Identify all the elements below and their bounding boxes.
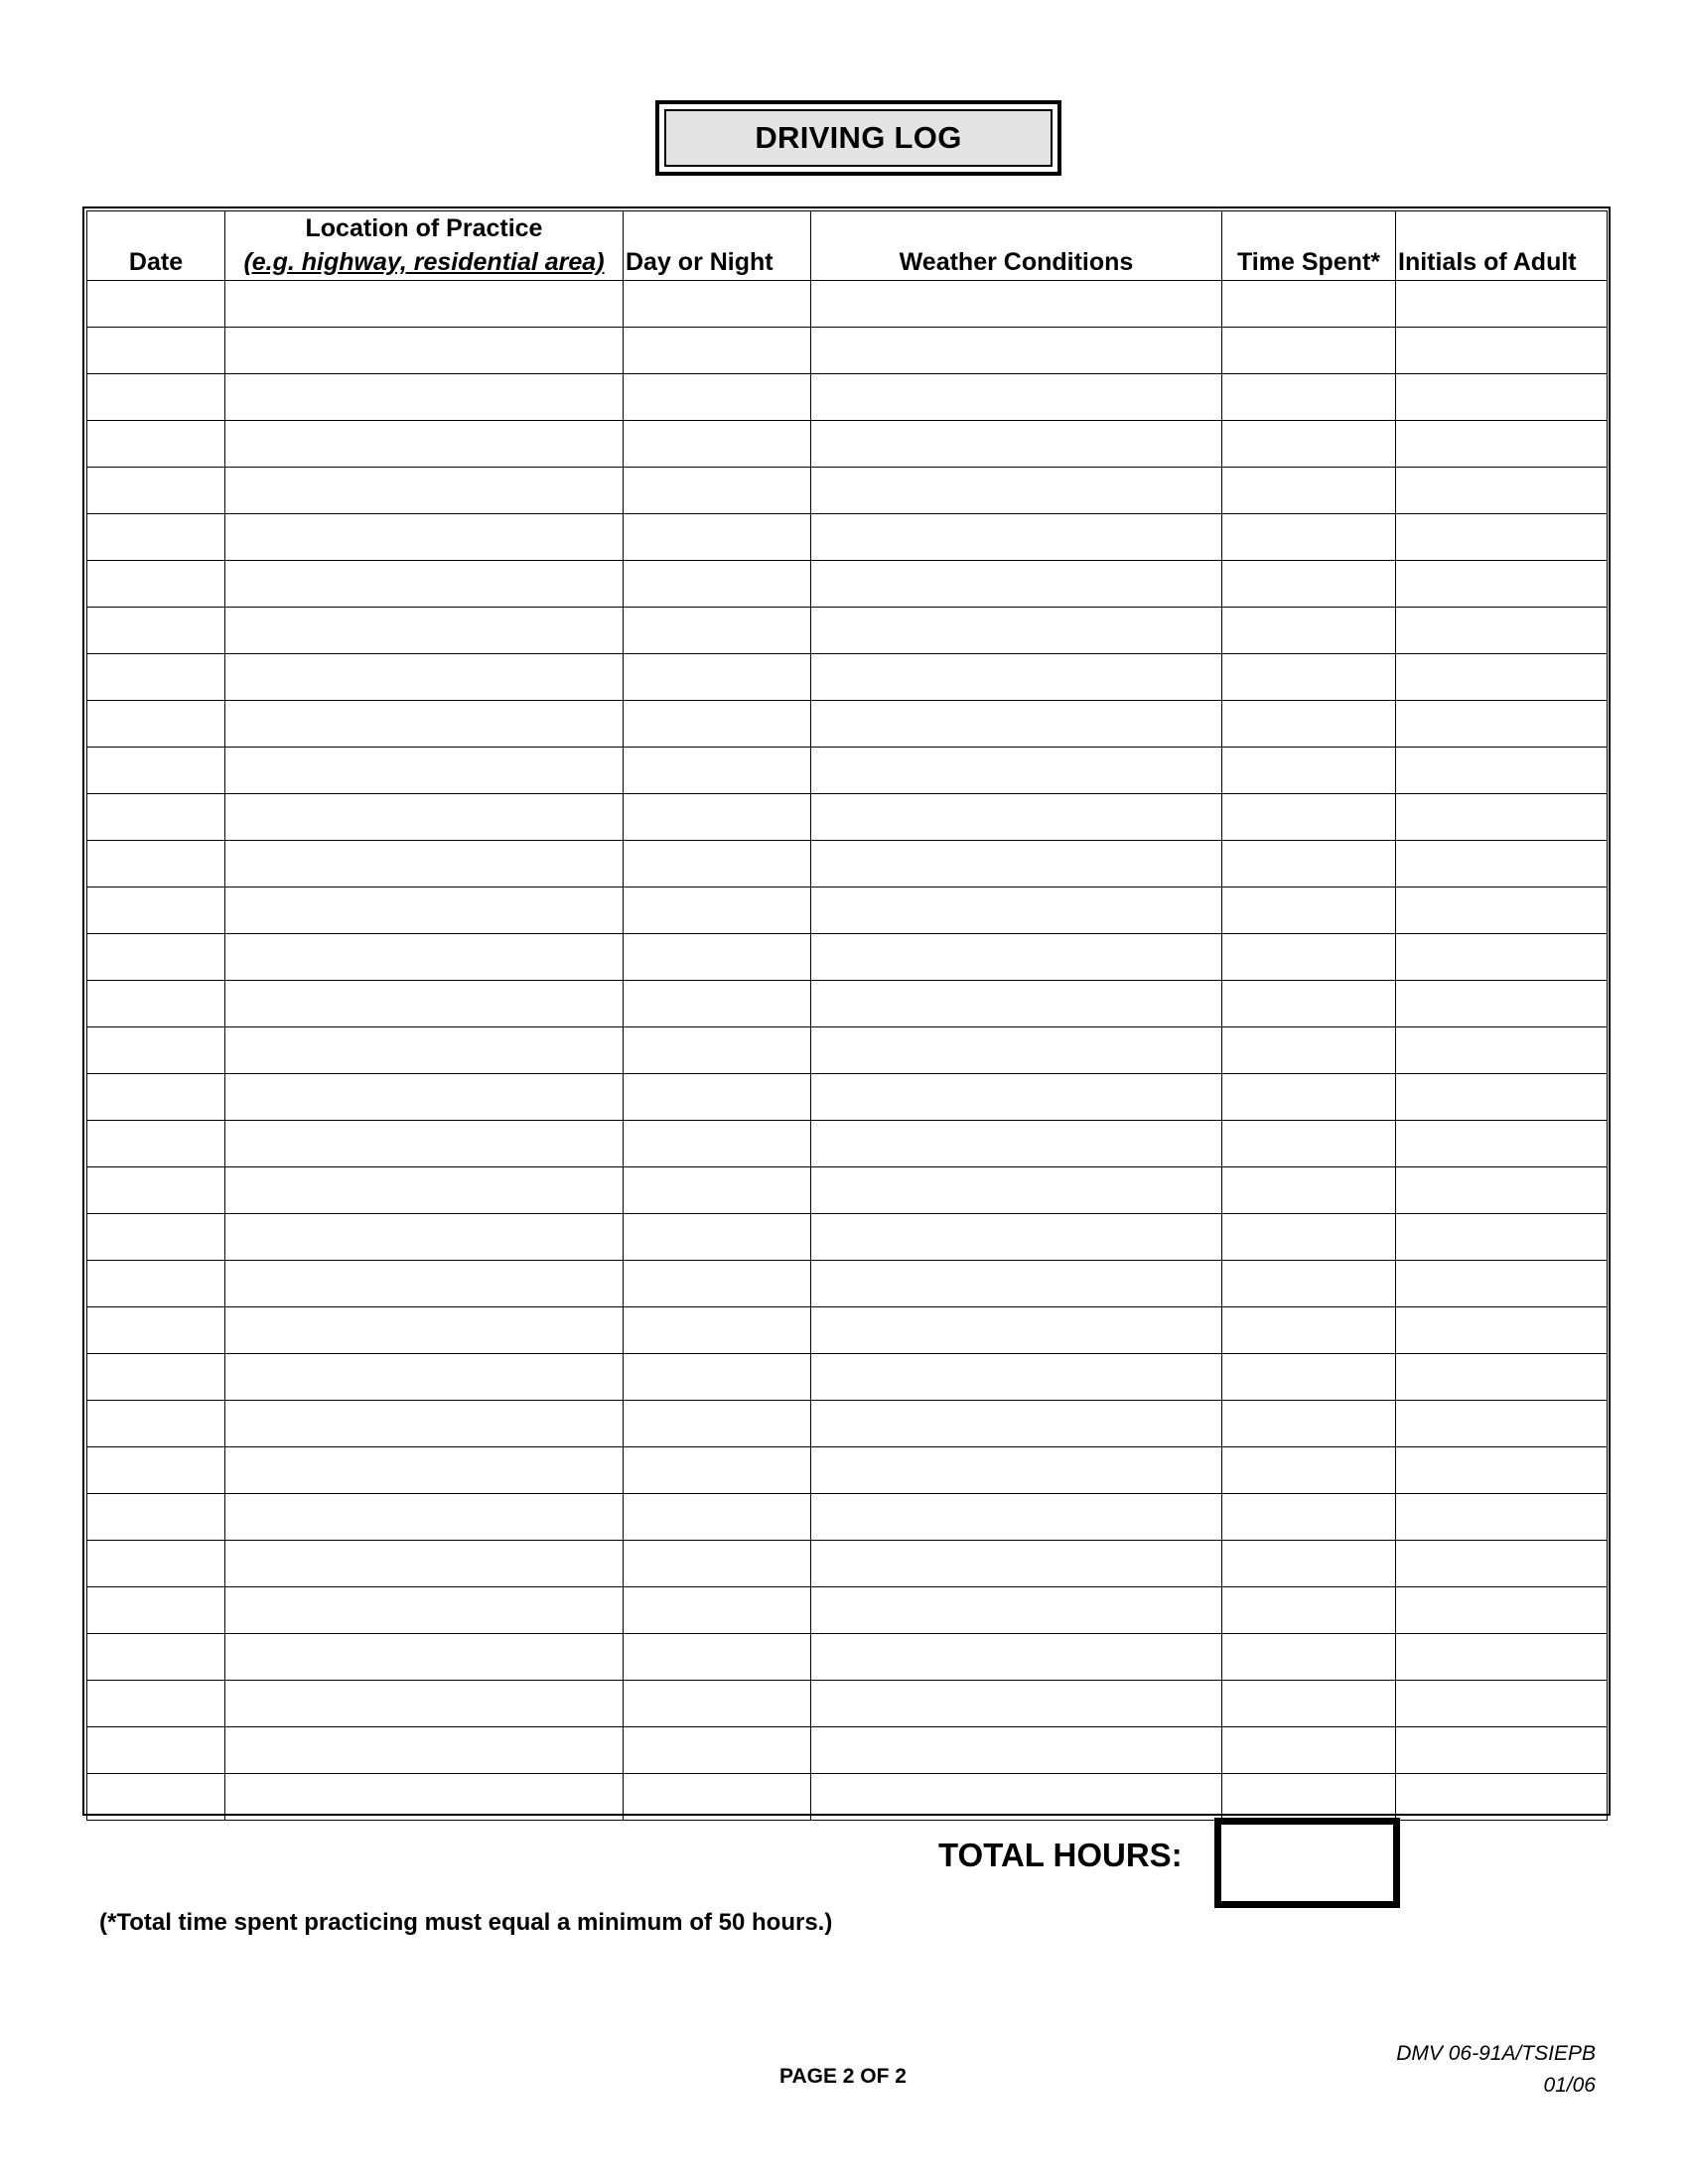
cell-date[interactable] xyxy=(87,794,225,841)
cell-initials[interactable] xyxy=(1396,1541,1608,1587)
cell-time-spent[interactable] xyxy=(1222,1681,1396,1727)
cell-weather[interactable] xyxy=(811,514,1222,561)
cell-time-spent[interactable] xyxy=(1222,1494,1396,1541)
cell-weather[interactable] xyxy=(811,328,1222,374)
cell-weather[interactable] xyxy=(811,887,1222,934)
cell-weather[interactable] xyxy=(811,1401,1222,1447)
cell-date[interactable] xyxy=(87,981,225,1027)
cell-location[interactable] xyxy=(225,1401,624,1447)
cell-date[interactable] xyxy=(87,374,225,421)
cell-time-spent[interactable] xyxy=(1222,561,1396,608)
table-row xyxy=(87,1634,1608,1681)
cell-initials[interactable] xyxy=(1396,1494,1608,1541)
cell-day-or-night[interactable] xyxy=(624,608,811,654)
cell-time-spent[interactable] xyxy=(1222,514,1396,561)
cell-initials[interactable] xyxy=(1396,1214,1608,1261)
table-row xyxy=(87,468,1608,514)
cell-location[interactable] xyxy=(225,841,624,887)
cell-initials[interactable] xyxy=(1396,1074,1608,1121)
log-body xyxy=(87,281,1608,1821)
cell-initials[interactable] xyxy=(1396,981,1608,1027)
cell-weather[interactable] xyxy=(811,1027,1222,1074)
column-header-time-spent xyxy=(1222,211,1396,281)
cell-weather[interactable] xyxy=(811,934,1222,981)
cell-day-or-night[interactable] xyxy=(624,1587,811,1634)
table-row xyxy=(87,794,1608,841)
cell-day-or-night[interactable] xyxy=(624,1727,811,1774)
table-row xyxy=(87,1307,1608,1354)
cell-initials[interactable] xyxy=(1396,328,1608,374)
cell-date[interactable] xyxy=(87,608,225,654)
cell-day-or-night[interactable] xyxy=(624,1261,811,1307)
cell-weather[interactable] xyxy=(811,281,1222,328)
cell-date[interactable] xyxy=(87,514,225,561)
cell-location[interactable] xyxy=(225,887,624,934)
column-sublabel: (e.g. highway, residential area) xyxy=(243,248,605,276)
column-header-day-or-night xyxy=(624,211,811,281)
cell-location[interactable] xyxy=(225,374,624,421)
cell-location[interactable] xyxy=(225,1167,624,1214)
cell-date[interactable] xyxy=(87,1447,225,1494)
cell-weather[interactable] xyxy=(811,1354,1222,1401)
cell-day-or-night[interactable] xyxy=(624,1401,811,1447)
cell-day-or-night[interactable] xyxy=(624,374,811,421)
table-row xyxy=(87,1074,1608,1121)
cell-weather[interactable] xyxy=(811,374,1222,421)
cell-date[interactable] xyxy=(87,1587,225,1634)
cell-location[interactable] xyxy=(225,794,624,841)
cell-date[interactable] xyxy=(87,561,225,608)
table-row xyxy=(87,1681,1608,1727)
cell-weather[interactable] xyxy=(811,421,1222,468)
cell-day-or-night[interactable] xyxy=(624,654,811,701)
cell-initials[interactable] xyxy=(1396,281,1608,328)
table-row xyxy=(87,1121,1608,1167)
cell-time-spent[interactable] xyxy=(1222,1307,1396,1354)
cell-time-spent[interactable] xyxy=(1222,468,1396,514)
table-row xyxy=(87,934,1608,981)
cell-day-or-night[interactable] xyxy=(624,794,811,841)
table-row xyxy=(87,981,1608,1027)
cell-day-or-night[interactable] xyxy=(624,561,811,608)
cell-location[interactable] xyxy=(225,654,624,701)
table-row xyxy=(87,1167,1608,1214)
cell-location[interactable] xyxy=(225,1214,624,1261)
cell-time-spent[interactable] xyxy=(1222,1634,1396,1681)
cell-weather[interactable] xyxy=(811,841,1222,887)
cell-location[interactable] xyxy=(225,514,624,561)
cell-time-spent[interactable] xyxy=(1222,1354,1396,1401)
cell-location[interactable] xyxy=(225,1307,624,1354)
table-row xyxy=(87,514,1608,561)
cell-location[interactable] xyxy=(225,1447,624,1494)
cell-initials[interactable] xyxy=(1396,374,1608,421)
cell-location[interactable] xyxy=(225,1587,624,1634)
cell-date[interactable] xyxy=(87,1354,225,1401)
cell-location[interactable] xyxy=(225,468,624,514)
cell-day-or-night[interactable] xyxy=(624,1027,811,1074)
column-label: Initials of Adult xyxy=(1398,248,1577,276)
table-row xyxy=(87,561,1608,608)
cell-time-spent[interactable] xyxy=(1222,748,1396,794)
cell-initials[interactable] xyxy=(1396,1401,1608,1447)
driving-log-table xyxy=(86,210,1608,1821)
cell-weather[interactable] xyxy=(811,1494,1222,1541)
cell-weather[interactable] xyxy=(811,701,1222,748)
cell-time-spent[interactable] xyxy=(1222,841,1396,887)
cell-initials[interactable] xyxy=(1396,1354,1608,1401)
cell-initials[interactable] xyxy=(1396,468,1608,514)
cell-location[interactable] xyxy=(225,934,624,981)
cell-location[interactable] xyxy=(225,1121,624,1167)
cell-location[interactable] xyxy=(225,608,624,654)
cell-date[interactable] xyxy=(87,841,225,887)
table-row xyxy=(87,1727,1608,1774)
cell-day-or-night[interactable] xyxy=(624,841,811,887)
cell-date[interactable] xyxy=(87,1727,225,1774)
cell-date[interactable] xyxy=(87,701,225,748)
form-identifier xyxy=(1396,2038,1596,2102)
cell-day-or-night[interactable] xyxy=(624,1167,811,1214)
cell-location[interactable] xyxy=(225,1354,624,1401)
column-label: Time Spent* xyxy=(1236,248,1381,276)
cell-time-spent[interactable] xyxy=(1222,1727,1396,1774)
cell-day-or-night[interactable] xyxy=(624,1354,811,1401)
cell-day-or-night[interactable] xyxy=(624,1541,811,1587)
cell-initials[interactable] xyxy=(1396,748,1608,794)
cell-time-spent[interactable] xyxy=(1222,1214,1396,1261)
cell-date[interactable] xyxy=(87,1027,225,1074)
cell-location[interactable] xyxy=(225,1261,624,1307)
cell-day-or-night[interactable] xyxy=(624,328,811,374)
cell-day-or-night[interactable] xyxy=(624,701,811,748)
cell-location[interactable] xyxy=(225,421,624,468)
cell-day-or-night[interactable] xyxy=(624,981,811,1027)
cell-initials[interactable] xyxy=(1396,608,1608,654)
table-row xyxy=(87,328,1608,374)
page-number: PAGE 2 OF 2 xyxy=(779,2065,907,2088)
table-row xyxy=(87,421,1608,468)
cell-date[interactable] xyxy=(87,934,225,981)
cell-day-or-night[interactable] xyxy=(624,1447,811,1494)
cell-weather[interactable] xyxy=(811,1074,1222,1121)
header-row xyxy=(87,211,1608,281)
cell-date[interactable] xyxy=(87,281,225,328)
cell-day-or-night[interactable] xyxy=(624,281,811,328)
cell-date[interactable] xyxy=(87,887,225,934)
column-label: Location of Practice xyxy=(305,214,543,242)
table-row xyxy=(87,1027,1608,1074)
cell-location[interactable] xyxy=(225,981,624,1027)
table-row xyxy=(87,1214,1608,1261)
table-row xyxy=(87,1401,1608,1447)
cell-location[interactable] xyxy=(225,701,624,748)
cell-weather[interactable] xyxy=(811,1681,1222,1727)
cell-location[interactable] xyxy=(225,1681,624,1727)
form-revision: 01/06 xyxy=(1543,2074,1596,2097)
cell-initials[interactable] xyxy=(1396,1774,1608,1821)
table-row xyxy=(87,701,1608,748)
cell-date[interactable] xyxy=(87,1774,225,1821)
cell-initials[interactable] xyxy=(1396,1167,1608,1214)
cell-time-spent[interactable] xyxy=(1222,1541,1396,1587)
cell-weather[interactable] xyxy=(811,1214,1222,1261)
cell-day-or-night[interactable] xyxy=(624,934,811,981)
column-label: Date xyxy=(128,248,184,276)
cell-initials[interactable] xyxy=(1396,1681,1608,1727)
cell-weather[interactable] xyxy=(811,1121,1222,1167)
column-header-location xyxy=(225,211,624,281)
cell-weather[interactable] xyxy=(811,654,1222,701)
table-row xyxy=(87,887,1608,934)
cell-weather[interactable] xyxy=(811,1447,1222,1494)
cell-date[interactable] xyxy=(87,748,225,794)
cell-weather[interactable] xyxy=(811,1167,1222,1214)
cell-initials[interactable] xyxy=(1396,654,1608,701)
cell-date[interactable] xyxy=(87,1541,225,1587)
table-row xyxy=(87,281,1608,328)
cell-time-spent[interactable] xyxy=(1222,328,1396,374)
total-hours-label: TOTAL HOURS: xyxy=(938,1837,1183,1873)
cell-time-spent[interactable] xyxy=(1222,1261,1396,1307)
cell-day-or-night[interactable] xyxy=(624,1214,811,1261)
cell-day-or-night[interactable] xyxy=(624,1074,811,1121)
cell-weather[interactable] xyxy=(811,981,1222,1027)
cell-time-spent[interactable] xyxy=(1222,1121,1396,1167)
table-row xyxy=(87,1587,1608,1634)
table-row xyxy=(87,1354,1608,1401)
cell-location[interactable] xyxy=(225,328,624,374)
table-row xyxy=(87,1447,1608,1494)
cell-initials[interactable] xyxy=(1396,1027,1608,1074)
cell-day-or-night[interactable] xyxy=(624,421,811,468)
total-hours-field[interactable] xyxy=(1214,1818,1400,1908)
cell-day-or-night[interactable] xyxy=(624,468,811,514)
cell-date[interactable] xyxy=(87,1494,225,1541)
table-row xyxy=(87,374,1608,421)
cell-initials[interactable] xyxy=(1396,1261,1608,1307)
cell-time-spent[interactable] xyxy=(1222,281,1396,328)
cell-date[interactable] xyxy=(87,1121,225,1167)
cell-day-or-night[interactable] xyxy=(624,514,811,561)
cell-time-spent[interactable] xyxy=(1222,1587,1396,1634)
cell-time-spent[interactable] xyxy=(1222,1774,1396,1821)
title-box xyxy=(655,100,1061,176)
cell-location[interactable] xyxy=(225,1027,624,1074)
cell-weather[interactable] xyxy=(811,1587,1222,1634)
cell-weather[interactable] xyxy=(811,1634,1222,1681)
cell-time-spent[interactable] xyxy=(1222,1074,1396,1121)
cell-time-spent[interactable] xyxy=(1222,794,1396,841)
cell-weather[interactable] xyxy=(811,1261,1222,1307)
column-header-initials xyxy=(1396,211,1608,281)
column-header-weather xyxy=(811,211,1222,281)
cell-weather[interactable] xyxy=(811,794,1222,841)
cell-location[interactable] xyxy=(225,561,624,608)
column-label: Day or Night xyxy=(626,248,774,276)
cell-initials[interactable] xyxy=(1396,841,1608,887)
cell-date[interactable] xyxy=(87,654,225,701)
cell-date[interactable] xyxy=(87,1401,225,1447)
cell-location[interactable] xyxy=(225,1634,624,1681)
cell-date[interactable] xyxy=(87,1074,225,1121)
table-row xyxy=(87,1261,1608,1307)
cell-date[interactable] xyxy=(87,328,225,374)
cell-time-spent[interactable] xyxy=(1222,701,1396,748)
cell-weather[interactable] xyxy=(811,748,1222,794)
cell-location[interactable] xyxy=(225,1774,624,1821)
cell-time-spent[interactable] xyxy=(1222,1167,1396,1214)
cell-weather[interactable] xyxy=(811,1727,1222,1774)
cell-location[interactable] xyxy=(225,748,624,794)
cell-day-or-night[interactable] xyxy=(624,1634,811,1681)
cell-date[interactable] xyxy=(87,1681,225,1727)
cell-initials[interactable] xyxy=(1396,421,1608,468)
cell-date[interactable] xyxy=(87,1214,225,1261)
cell-day-or-night[interactable] xyxy=(624,748,811,794)
table-row xyxy=(87,841,1608,887)
table-row xyxy=(87,608,1608,654)
cell-weather[interactable] xyxy=(811,561,1222,608)
cell-day-or-night[interactable] xyxy=(624,887,811,934)
cell-date[interactable] xyxy=(87,421,225,468)
cell-initials[interactable] xyxy=(1396,701,1608,748)
cell-date[interactable] xyxy=(87,1307,225,1354)
cell-location[interactable] xyxy=(225,1541,624,1587)
cell-location[interactable] xyxy=(225,281,624,328)
cell-time-spent[interactable] xyxy=(1222,1027,1396,1074)
cell-date[interactable] xyxy=(87,1634,225,1681)
cell-location[interactable] xyxy=(225,1727,624,1774)
cell-initials[interactable] xyxy=(1396,514,1608,561)
cell-day-or-night[interactable] xyxy=(624,1681,811,1727)
footnote: (*Total time spent practicing must equal a minimum of 50 hours.) xyxy=(99,1909,833,1936)
cell-time-spent[interactable] xyxy=(1222,608,1396,654)
cell-day-or-night[interactable] xyxy=(624,1774,811,1821)
cell-initials[interactable] xyxy=(1396,1307,1608,1354)
table-row xyxy=(87,654,1608,701)
column-header-date xyxy=(87,211,225,281)
cell-initials[interactable] xyxy=(1396,1121,1608,1167)
cell-initials[interactable] xyxy=(1396,1727,1608,1774)
cell-time-spent[interactable] xyxy=(1222,654,1396,701)
cell-initials[interactable] xyxy=(1396,1587,1608,1634)
cell-time-spent[interactable] xyxy=(1222,374,1396,421)
table-row xyxy=(87,1774,1608,1821)
table-row xyxy=(87,1494,1608,1541)
cell-day-or-night[interactable] xyxy=(624,1121,811,1167)
cell-weather[interactable] xyxy=(811,608,1222,654)
cell-date[interactable] xyxy=(87,1261,225,1307)
cell-time-spent[interactable] xyxy=(1222,1447,1396,1494)
cell-day-or-night[interactable] xyxy=(624,1494,811,1541)
cell-initials[interactable] xyxy=(1396,934,1608,981)
cell-location[interactable] xyxy=(225,1074,624,1121)
cell-weather[interactable] xyxy=(811,468,1222,514)
cell-weather[interactable] xyxy=(811,1307,1222,1354)
cell-date[interactable] xyxy=(87,1167,225,1214)
cell-day-or-night[interactable] xyxy=(624,1307,811,1354)
cell-initials[interactable] xyxy=(1396,1447,1608,1494)
table-row xyxy=(87,748,1608,794)
page-title: DRIVING LOG xyxy=(664,109,1053,167)
cell-initials[interactable] xyxy=(1396,794,1608,841)
cell-time-spent[interactable] xyxy=(1222,981,1396,1027)
cell-time-spent[interactable] xyxy=(1222,421,1396,468)
table-row xyxy=(87,1541,1608,1587)
cell-time-spent[interactable] xyxy=(1222,1401,1396,1447)
cell-time-spent[interactable] xyxy=(1222,887,1396,934)
cell-initials[interactable] xyxy=(1396,1634,1608,1681)
cell-date[interactable] xyxy=(87,468,225,514)
cell-weather[interactable] xyxy=(811,1774,1222,1821)
cell-initials[interactable] xyxy=(1396,561,1608,608)
form-number: DMV 06-91A/TSIEPB xyxy=(1396,2042,1596,2065)
cell-initials[interactable] xyxy=(1396,887,1608,934)
cell-time-spent[interactable] xyxy=(1222,934,1396,981)
column-label: Weather Conditions xyxy=(899,248,1134,276)
cell-location[interactable] xyxy=(225,1494,624,1541)
cell-weather[interactable] xyxy=(811,1541,1222,1587)
